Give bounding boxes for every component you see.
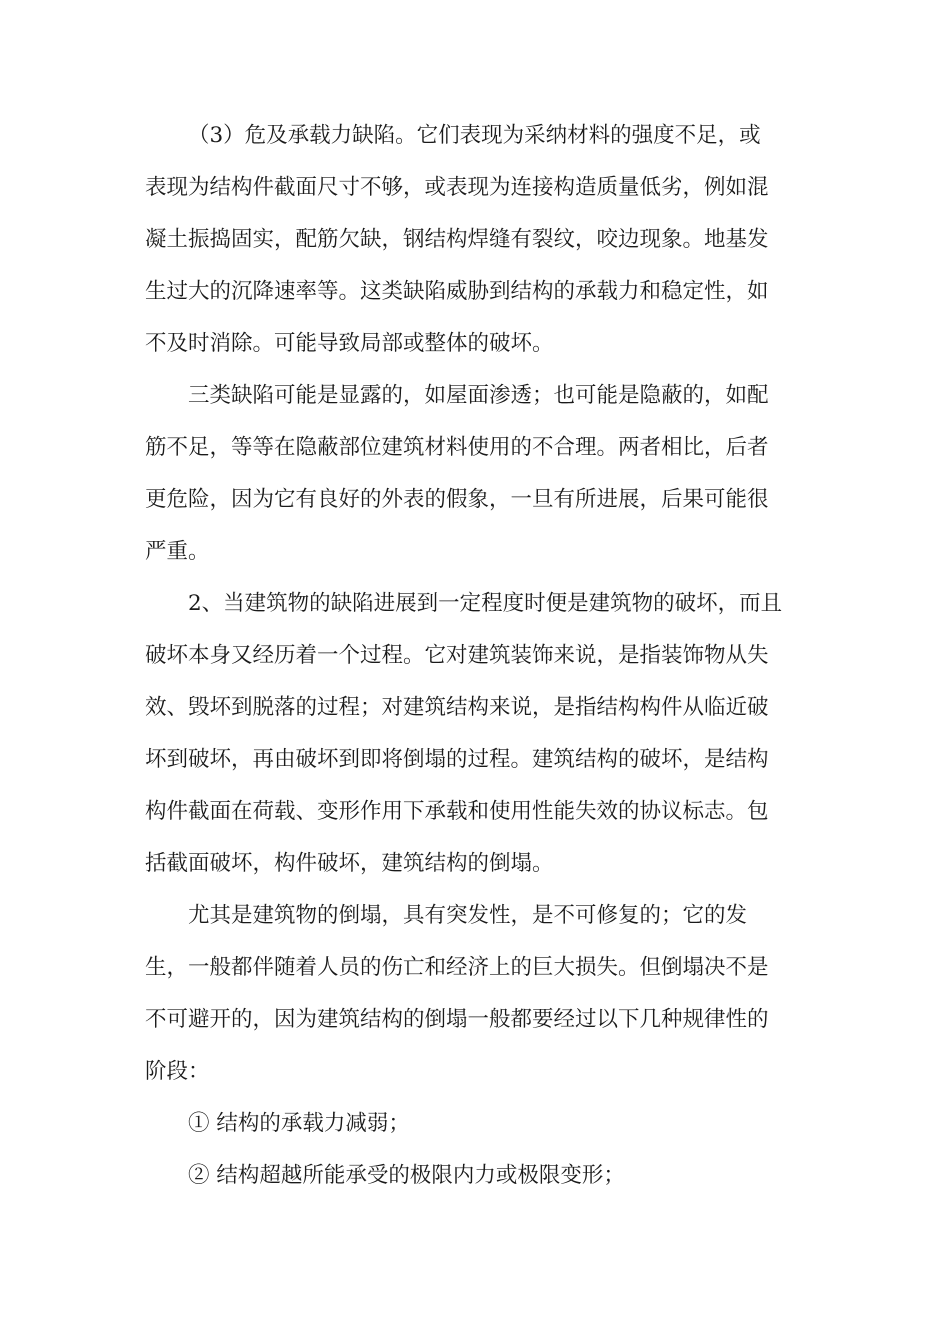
paragraph-collapse bbox=[145, 890, 810, 1098]
text-line: ② 结构超越所能承受的极限内力或极限变形； bbox=[188, 1163, 625, 1188]
text-line: 阶段： bbox=[145, 1059, 210, 1084]
list-item-stage-2 bbox=[145, 1150, 810, 1202]
text-line: 不可避开的，因为建筑结构的倒塌一般都要经过以下几种规律性的 bbox=[145, 1007, 769, 1032]
text-line: 生过大的沉降速率等。这类缺陷威胁到结构的承载力和稳定性，如 bbox=[145, 279, 769, 304]
text-line: 坏到破坏，再由破坏到即将倒塌的过程。建筑结构的破坏，是结构 bbox=[145, 747, 769, 772]
text-line: 效、毁坏到脱落的过程；对建筑结构来说，是指结构构件从临近破 bbox=[145, 695, 769, 720]
text-line: 严重。 bbox=[145, 539, 210, 564]
paragraph-load-bearing-defects bbox=[145, 110, 810, 370]
text-line: ① 结构的承载力减弱； bbox=[188, 1111, 410, 1136]
list-item-stage-1 bbox=[145, 1098, 810, 1150]
document-body bbox=[145, 110, 810, 1202]
text-line: 凝土振捣固实，配筋欠缺，钢结构焊缝有裂纹，咬边现象。地基发 bbox=[145, 227, 769, 252]
text-line: 构件截面在荷载、变形作用下承载和使用性能失效的协议标志。包 bbox=[145, 799, 769, 824]
text-line: 更危险，因为它有良好的外表的假象，一旦有所进展，后果可能很 bbox=[145, 487, 769, 512]
text-line: 表现为结构件截面尺寸不够，或表现为连接构造质量低劣，例如混 bbox=[145, 175, 769, 200]
text-line: 生，一般都伴随着人员的伤亡和经济上的巨大损失。但倒塌决不是 bbox=[145, 955, 769, 980]
text-line: 尤其是建筑物的倒塌，具有突发性，是不可修复的；它的发 bbox=[188, 903, 748, 928]
text-line: 不及时消除。可能导致局部或整体的破坏。 bbox=[145, 331, 554, 356]
text-line: 三类缺陷可能是显露的，如屋面渗透；也可能是隐蔽的，如配 bbox=[188, 383, 769, 408]
paragraph-building-damage bbox=[145, 578, 810, 890]
paragraph-visible-hidden-defects bbox=[145, 370, 810, 578]
text-line: 2、当建筑物的缺陷进展到一定程度时便是建筑物的破坏，而且 bbox=[188, 591, 783, 616]
text-line: （3）危及承载力缺陷。它们表现为采纳材料的强度不足，或 bbox=[188, 123, 761, 148]
text-line: 破坏本身又经历着一个过程。它对建筑装饰来说，是指装饰物从失 bbox=[145, 643, 769, 668]
text-line: 括截面破坏，构件破坏，建筑结构的倒塌。 bbox=[145, 851, 554, 876]
text-line: 筋不足，等等在隐蔽部位建筑材料使用的不合理。两者相比，后者 bbox=[145, 435, 769, 460]
